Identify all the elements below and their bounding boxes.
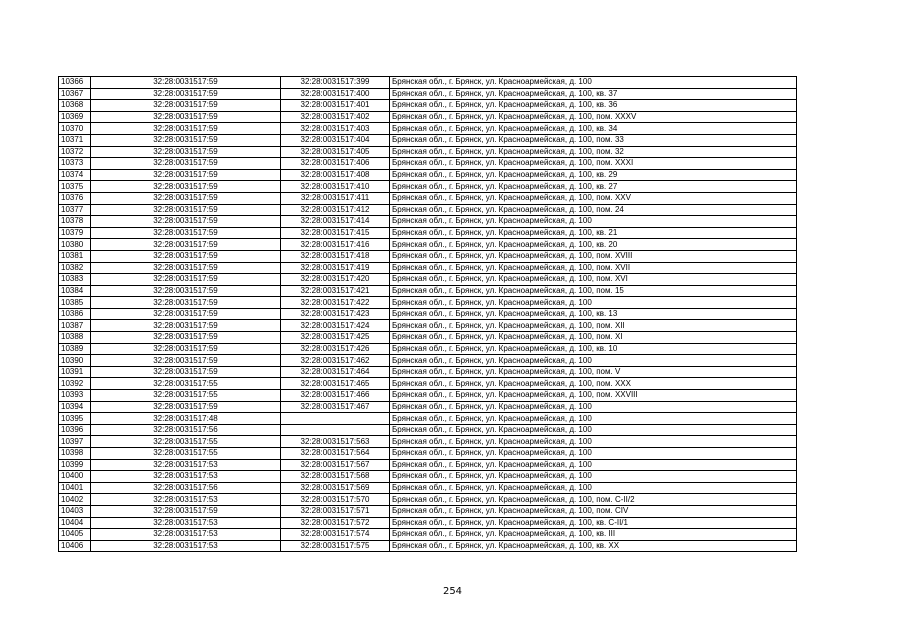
- table-row: [59, 540, 797, 552]
- address-cell: Брянская обл., г. Брянск, ул. Красноармейская, д. 100, пом. С-II/2: [390, 494, 797, 506]
- row-number-cell: 10382: [59, 262, 91, 274]
- quarter-number-cell: 32:28:0031517:59: [91, 158, 281, 170]
- address-cell: Брянская обл., г. Брянск, ул. Красноармейская, д. 100, пом. XXV: [390, 192, 797, 204]
- cadastral-number-cell: 32:28:0031517:567: [281, 459, 390, 471]
- quarter-number-cell: 32:28:0031517:59: [91, 239, 281, 251]
- address-cell: Брянская обл., г. Брянск, ул. Красноармейская, д. 100, кв. III: [390, 529, 797, 541]
- cadastral-number-cell: 32:28:0031517:410: [281, 181, 390, 193]
- address-cell: Брянская обл., г. Брянск, ул. Красноармейская, д. 100: [390, 216, 797, 228]
- cadastral-number-cell: 32:28:0031517:411: [281, 192, 390, 204]
- cadastral-number-cell: 32:28:0031517:419: [281, 262, 390, 274]
- address-cell: Брянская обл., г. Брянск, ул. Красноармейская, д. 100, пом. XI: [390, 332, 797, 344]
- address-cell: Брянская обл., г. Брянск, ул. Красноармейская, д. 100: [390, 355, 797, 367]
- row-number-cell: 10405: [59, 529, 91, 541]
- cadastral-number-cell: 32:28:0031517:568: [281, 471, 390, 483]
- quarter-number-cell: 32:28:0031517:53: [91, 517, 281, 529]
- cadastral-number-cell: 32:28:0031517:464: [281, 366, 390, 378]
- cadastral-number-cell: 32:28:0031517:462: [281, 355, 390, 367]
- quarter-number-cell: 32:28:0031517:55: [91, 448, 281, 460]
- cadastral-number-cell: 32:28:0031517:426: [281, 343, 390, 355]
- quarter-number-cell: 32:28:0031517:59: [91, 169, 281, 181]
- address-cell: Брянская обл., г. Брянск, ул. Красноармейская, д. 100, пом. XXVIII: [390, 390, 797, 402]
- quarter-number-cell: 32:28:0031517:59: [91, 181, 281, 193]
- table-row: [59, 123, 797, 135]
- table-row: [59, 448, 797, 460]
- address-cell: Брянская обл., г. Брянск, ул. Красноармейская, д. 100: [390, 413, 797, 425]
- row-number-cell: 10387: [59, 320, 91, 332]
- quarter-number-cell: 32:28:0031517:53: [91, 540, 281, 552]
- address-cell: Брянская обл., г. Брянск, ул. Красноармейская, д. 100, пом. XXX: [390, 378, 797, 390]
- address-cell: Брянская обл., г. Брянск, ул. Красноармейская, д. 100, кв. 34: [390, 123, 797, 135]
- row-number-cell: 10404: [59, 517, 91, 529]
- quarter-number-cell: 32:28:0031517:59: [91, 285, 281, 297]
- cadastral-number-cell: 32:28:0031517:405: [281, 146, 390, 158]
- row-number-cell: 10384: [59, 285, 91, 297]
- quarter-number-cell: 32:28:0031517:55: [91, 436, 281, 448]
- quarter-number-cell: 32:28:0031517:48: [91, 413, 281, 425]
- row-number-cell: 10391: [59, 366, 91, 378]
- quarter-number-cell: 32:28:0031517:59: [91, 401, 281, 413]
- quarter-number-cell: 32:28:0031517:59: [91, 204, 281, 216]
- cadastral-number-cell: 32:28:0031517:412: [281, 204, 390, 216]
- address-cell: Брянская обл., г. Брянск, ул. Красноармейская, д. 100, пом. 24: [390, 204, 797, 216]
- table-row: [59, 343, 797, 355]
- row-number-cell: 10392: [59, 378, 91, 390]
- row-number-cell: 10371: [59, 134, 91, 146]
- table-row: [59, 88, 797, 100]
- table-row: [59, 158, 797, 170]
- row-number-cell: 10395: [59, 413, 91, 425]
- row-number-cell: 10399: [59, 459, 91, 471]
- row-number-cell: 10386: [59, 308, 91, 320]
- quarter-number-cell: 32:28:0031517:56: [91, 424, 281, 436]
- address-cell: Брянская обл., г. Брянск, ул. Красноармейская, д. 100: [390, 482, 797, 494]
- quarter-number-cell: 32:28:0031517:59: [91, 343, 281, 355]
- table-row: [59, 111, 797, 123]
- quarter-number-cell: 32:28:0031517:59: [91, 250, 281, 262]
- table-row: [59, 146, 797, 158]
- cadastral-number-cell: 32:28:0031517:423: [281, 308, 390, 320]
- row-number-cell: 10389: [59, 343, 91, 355]
- registry-table: [58, 76, 797, 552]
- table-row: [59, 216, 797, 228]
- table-row: [59, 169, 797, 181]
- address-cell: Брянская обл., г. Брянск, ул. Красноармейская, д. 100, пом. 32: [390, 146, 797, 158]
- address-cell: Брянская обл., г. Брянск, ул. Красноармейская, д. 100, пом. 33: [390, 134, 797, 146]
- table-row: [59, 250, 797, 262]
- row-number-cell: 10368: [59, 100, 91, 112]
- table-row: [59, 239, 797, 251]
- quarter-number-cell: 32:28:0031517:59: [91, 320, 281, 332]
- row-number-cell: 10390: [59, 355, 91, 367]
- address-cell: Брянская обл., г. Брянск, ул. Красноармейская, д. 100, пом. 15: [390, 285, 797, 297]
- table-row: [59, 355, 797, 367]
- row-number-cell: 10398: [59, 448, 91, 460]
- table-row: [59, 100, 797, 112]
- row-number-cell: 10400: [59, 471, 91, 483]
- quarter-number-cell: 32:28:0031517:53: [91, 494, 281, 506]
- cadastral-number-cell: 32:28:0031517:408: [281, 169, 390, 181]
- address-cell: Брянская обл., г. Брянск, ул. Красноармейская, д. 100, пом. XII: [390, 320, 797, 332]
- quarter-number-cell: 32:28:0031517:53: [91, 459, 281, 471]
- table-row: [59, 401, 797, 413]
- cadastral-number-cell: 32:28:0031517:574: [281, 529, 390, 541]
- address-cell: Брянская обл., г. Брянск, ул. Красноармейская, д. 100: [390, 424, 797, 436]
- table-row: [59, 390, 797, 402]
- address-cell: Брянская обл., г. Брянск, ул. Красноармейская, д. 100, пом. XVI: [390, 274, 797, 286]
- quarter-number-cell: 32:28:0031517:53: [91, 529, 281, 541]
- page-number: 254: [442, 586, 463, 597]
- quarter-number-cell: 32:28:0031517:59: [91, 77, 281, 89]
- quarter-number-cell: 32:28:0031517:59: [91, 505, 281, 517]
- cadastral-number-cell: 32:28:0031517:416: [281, 239, 390, 251]
- quarter-number-cell: 32:28:0031517:59: [91, 262, 281, 274]
- cadastral-number-cell: 32:28:0031517:569: [281, 482, 390, 494]
- row-number-cell: 10401: [59, 482, 91, 494]
- quarter-number-cell: 32:28:0031517:59: [91, 274, 281, 286]
- cadastral-number-cell: 32:28:0031517:564: [281, 448, 390, 460]
- table-row: [59, 505, 797, 517]
- row-number-cell: 10366: [59, 77, 91, 89]
- table-row: [59, 332, 797, 344]
- cadastral-number-cell: 32:28:0031517:465: [281, 378, 390, 390]
- quarter-number-cell: 32:28:0031517:59: [91, 192, 281, 204]
- row-number-cell: 10375: [59, 181, 91, 193]
- cadastral-number-cell: 32:28:0031517:415: [281, 227, 390, 239]
- row-number-cell: 10396: [59, 424, 91, 436]
- quarter-number-cell: 32:28:0031517:55: [91, 378, 281, 390]
- table-row: [59, 517, 797, 529]
- address-cell: Брянская обл., г. Брянск, ул. Красноармейская, д. 100, кв. 21: [390, 227, 797, 239]
- table-row: [59, 424, 797, 436]
- address-cell: Брянская обл., г. Брянск, ул. Красноармейская, д. 100, кв. XX: [390, 540, 797, 552]
- row-number-cell: 10379: [59, 227, 91, 239]
- table-row: [59, 366, 797, 378]
- cadastral-number-cell: 32:28:0031517:467: [281, 401, 390, 413]
- cadastral-number-cell: 32:28:0031517:420: [281, 274, 390, 286]
- table-row: [59, 227, 797, 239]
- cadastral-number-cell: 32:28:0031517:422: [281, 297, 390, 309]
- row-number-cell: 10393: [59, 390, 91, 402]
- quarter-number-cell: 32:28:0031517:59: [91, 146, 281, 158]
- quarter-number-cell: 32:28:0031517:59: [91, 216, 281, 228]
- table-row: [59, 529, 797, 541]
- cadastral-number-cell: 32:28:0031517:563: [281, 436, 390, 448]
- quarter-number-cell: 32:28:0031517:59: [91, 111, 281, 123]
- cadastral-number-cell: 32:28:0031517:418: [281, 250, 390, 262]
- row-number-cell: 10402: [59, 494, 91, 506]
- address-cell: Брянская обл., г. Брянск, ул. Красноармейская, д. 100, пом. XVIII: [390, 250, 797, 262]
- table-row: [59, 134, 797, 146]
- address-cell: Брянская обл., г. Брянск, ул. Красноармейская, д. 100: [390, 459, 797, 471]
- quarter-number-cell: 32:28:0031517:59: [91, 308, 281, 320]
- address-cell: Брянская обл., г. Брянск, ул. Красноармейская, д. 100, кв. 37: [390, 88, 797, 100]
- address-cell: Брянская обл., г. Брянск, ул. Красноармейская, д. 100, кв. 20: [390, 239, 797, 251]
- cadastral-number-cell: [281, 424, 390, 436]
- cadastral-number-cell: 32:28:0031517:424: [281, 320, 390, 332]
- table-row: [59, 436, 797, 448]
- address-cell: Брянская обл., г. Брянск, ул. Красноармейская, д. 100, пом. CIV: [390, 505, 797, 517]
- cadastral-number-cell: 32:28:0031517:402: [281, 111, 390, 123]
- row-number-cell: 10377: [59, 204, 91, 216]
- cadastral-number-cell: 32:28:0031517:403: [281, 123, 390, 135]
- address-cell: Брянская обл., г. Брянск, ул. Красноармейская, д. 100: [390, 297, 797, 309]
- table-row: [59, 320, 797, 332]
- row-number-cell: 10394: [59, 401, 91, 413]
- quarter-number-cell: 32:28:0031517:59: [91, 355, 281, 367]
- quarter-number-cell: 32:28:0031517:59: [91, 123, 281, 135]
- table-row: [59, 308, 797, 320]
- address-cell: Брянская обл., г. Брянск, ул. Красноармейская, д. 100: [390, 436, 797, 448]
- cadastral-number-cell: 32:28:0031517:400: [281, 88, 390, 100]
- table-row: [59, 459, 797, 471]
- quarter-number-cell: 32:28:0031517:59: [91, 100, 281, 112]
- address-cell: Брянская обл., г. Брянск, ул. Красноармейская, д. 100: [390, 471, 797, 483]
- cadastral-number-cell: 32:28:0031517:406: [281, 158, 390, 170]
- cadastral-number-cell: 32:28:0031517:414: [281, 216, 390, 228]
- address-cell: Брянская обл., г. Брянск, ул. Красноармейская, д. 100, кв. 27: [390, 181, 797, 193]
- row-number-cell: 10385: [59, 297, 91, 309]
- quarter-number-cell: 32:28:0031517:59: [91, 227, 281, 239]
- address-cell: Брянская обл., г. Брянск, ул. Красноармейская, д. 100, кв. 10: [390, 343, 797, 355]
- quarter-number-cell: 32:28:0031517:59: [91, 134, 281, 146]
- table-row: [59, 471, 797, 483]
- quarter-number-cell: 32:28:0031517:59: [91, 297, 281, 309]
- table-row: [59, 413, 797, 425]
- cadastral-number-cell: 32:28:0031517:421: [281, 285, 390, 297]
- address-cell: Брянская обл., г. Брянск, ул. Красноармейская, д. 100, пом. V: [390, 366, 797, 378]
- quarter-number-cell: 32:28:0031517:59: [91, 366, 281, 378]
- row-number-cell: 10369: [59, 111, 91, 123]
- table-row: [59, 274, 797, 286]
- address-cell: Брянская обл., г. Брянск, ул. Красноармейская, д. 100, кв. 36: [390, 100, 797, 112]
- address-cell: Брянская обл., г. Брянск, ул. Красноармейская, д. 100, пом. XXXI: [390, 158, 797, 170]
- address-cell: Брянская обл., г. Брянск, ул. Красноармейская, д. 100: [390, 77, 797, 89]
- row-number-cell: 10376: [59, 192, 91, 204]
- quarter-number-cell: 32:28:0031517:59: [91, 88, 281, 100]
- row-number-cell: 10373: [59, 158, 91, 170]
- row-number-cell: 10370: [59, 123, 91, 135]
- row-number-cell: 10406: [59, 540, 91, 552]
- cadastral-number-cell: 32:28:0031517:404: [281, 134, 390, 146]
- quarter-number-cell: 32:28:0031517:59: [91, 332, 281, 344]
- cadastral-number-cell: 32:28:0031517:399: [281, 77, 390, 89]
- cadastral-number-cell: 32:28:0031517:401: [281, 100, 390, 112]
- table-row: [59, 378, 797, 390]
- row-number-cell: 10372: [59, 146, 91, 158]
- table-row: [59, 285, 797, 297]
- address-cell: Брянская обл., г. Брянск, ул. Красноармейская, д. 100, кв. С-II/1: [390, 517, 797, 529]
- table-row: [59, 494, 797, 506]
- address-cell: Брянская обл., г. Брянск, ул. Красноармейская, д. 100, кв. 13: [390, 308, 797, 320]
- quarter-number-cell: 32:28:0031517:55: [91, 390, 281, 402]
- table-row: [59, 297, 797, 309]
- row-number-cell: 10388: [59, 332, 91, 344]
- cadastral-number-cell: 32:28:0031517:572: [281, 517, 390, 529]
- table-row: [59, 482, 797, 494]
- row-number-cell: 10380: [59, 239, 91, 251]
- cadastral-number-cell: 32:28:0031517:570: [281, 494, 390, 506]
- address-cell: Брянская обл., г. Брянск, ул. Красноармейская, д. 100, кв. 29: [390, 169, 797, 181]
- address-cell: Брянская обл., г. Брянск, ул. Красноармейская, д. 100, пом. XXXV: [390, 111, 797, 123]
- cadastral-number-cell: 32:28:0031517:425: [281, 332, 390, 344]
- row-number-cell: 10367: [59, 88, 91, 100]
- cadastral-number-cell: 32:28:0031517:575: [281, 540, 390, 552]
- row-number-cell: 10381: [59, 250, 91, 262]
- table-row: [59, 204, 797, 216]
- row-number-cell: 10397: [59, 436, 91, 448]
- quarter-number-cell: 32:28:0031517:53: [91, 471, 281, 483]
- table-row: [59, 77, 797, 89]
- row-number-cell: 10403: [59, 505, 91, 517]
- row-number-cell: 10383: [59, 274, 91, 286]
- table-row: [59, 192, 797, 204]
- registry-table-body: [59, 77, 797, 552]
- cadastral-number-cell: 32:28:0031517:571: [281, 505, 390, 517]
- cadastral-number-cell: 32:28:0031517:466: [281, 390, 390, 402]
- quarter-number-cell: 32:28:0031517:56: [91, 482, 281, 494]
- cadastral-number-cell: [281, 413, 390, 425]
- table-row: [59, 181, 797, 193]
- address-cell: Брянская обл., г. Брянск, ул. Красноармейская, д. 100, пом. XVII: [390, 262, 797, 274]
- address-cell: Брянская обл., г. Брянск, ул. Красноармейская, д. 100: [390, 448, 797, 460]
- row-number-cell: 10374: [59, 169, 91, 181]
- table-row: [59, 262, 797, 274]
- address-cell: Брянская обл., г. Брянск, ул. Красноармейская, д. 100: [390, 401, 797, 413]
- row-number-cell: 10378: [59, 216, 91, 228]
